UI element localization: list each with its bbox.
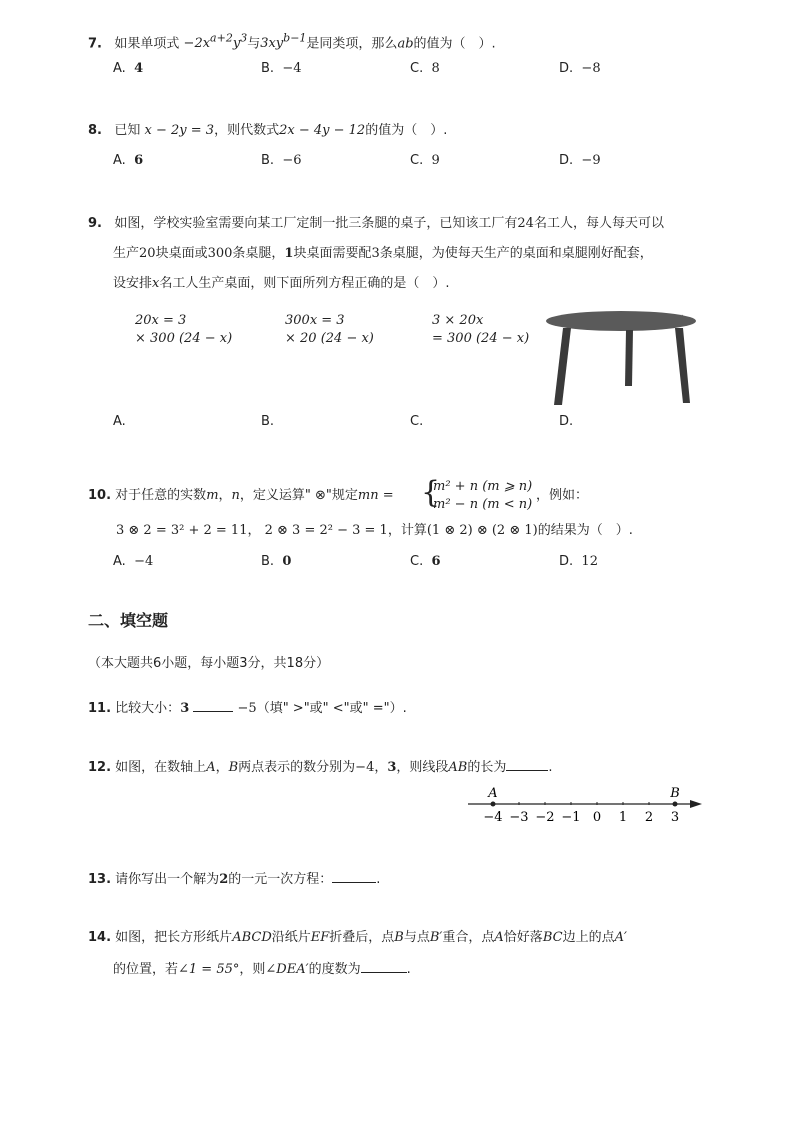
table-leg-left bbox=[554, 328, 571, 405]
q7-text-b: 与 bbox=[247, 36, 261, 52]
number-line-tick-label: −2 bbox=[535, 810, 555, 825]
q9-line-2: 生产20块桌面或300条桌腿，1块桌面需要配3条桌腿，为使每天生产的桌面和桌腿刚好配套， bbox=[113, 246, 653, 261]
q8-text-c: 的值为（ ）. bbox=[365, 123, 448, 138]
q9-option-b[interactable]: B. bbox=[261, 414, 275, 429]
q7-term1: $-2x^{a+2}y^3$ bbox=[183, 32, 248, 52]
q12-stem: 12. 如图，在数轴上A，B两点表示的数分别为−4，3，则线段AB的长为 . bbox=[88, 760, 553, 775]
q13-stem: 13. 请你写出一个解为2的一元一次方程： . bbox=[88, 872, 381, 887]
q7-text: 如果单项式 bbox=[114, 36, 180, 52]
q8-option-a[interactable]: A. 6 bbox=[113, 153, 144, 168]
q8-option-b[interactable]: B. −6 bbox=[261, 153, 302, 168]
q7-stem bbox=[88, 30, 496, 53]
q10-case-2: m² − n (m < n) bbox=[433, 497, 533, 512]
q9-option-a[interactable]: A. bbox=[113, 414, 126, 429]
q7-text-c: 是同类项，那么 bbox=[306, 36, 398, 52]
q7-option-b[interactable]: B. −4 bbox=[261, 61, 302, 76]
section-title: 二、填空题 bbox=[88, 611, 169, 630]
q10-number: 10. bbox=[88, 488, 112, 503]
q10-case-1: m² + n (m ⩾ n) bbox=[433, 479, 533, 494]
number-line-tick-label: −3 bbox=[509, 810, 529, 825]
q9-option-d[interactable]: D. bbox=[559, 414, 574, 429]
q11-stem: 11. 比较大小：3 −5（填" >"或" <"或" ="）. bbox=[88, 701, 407, 716]
q12-number: 12. bbox=[88, 760, 112, 775]
point-b-dot bbox=[673, 802, 678, 807]
q7-option-c[interactable]: C. 8 bbox=[410, 61, 440, 76]
section-note: （本大题共6小题，每小题3分，共18分） bbox=[88, 656, 330, 671]
q8-equation: x − 2y = 3 bbox=[144, 123, 215, 138]
q14-line-1: 14. 如图，把长方形纸片ABCD沿纸片EF折叠后，点B与点B′重合，点A恰好落BC边上的点A′ bbox=[88, 930, 627, 945]
number-line-tick-label: 3 bbox=[670, 810, 680, 825]
q10-line-2: 3 ⊗ 2 = 3² + 2 = 11， 2 ⊗ 3 = 2² − 3 = 1，计算(1 ⊗ 2) ⊗ (2 ⊗ 1)的结果为（ ）. bbox=[116, 523, 633, 538]
q7-number: 7. bbox=[88, 36, 102, 52]
number-line-tick-label: 1 bbox=[618, 810, 628, 825]
number-line-tick-label: 0 bbox=[592, 810, 602, 825]
q9-choice-c-eq: 3 × 20x = 300 (24 − x) bbox=[432, 313, 530, 346]
number-line-tick-label: −4 bbox=[483, 810, 503, 825]
q9-choice-a-eq: 20x = 3 × 300 (24 − x) bbox=[135, 313, 233, 346]
q13-answer-blank[interactable] bbox=[332, 870, 376, 883]
number-line-arrow bbox=[690, 800, 702, 808]
point-a-label: A bbox=[488, 786, 498, 801]
q8-text: 已知 bbox=[114, 123, 141, 138]
q13-number: 13. bbox=[88, 872, 112, 887]
point-a-dot bbox=[491, 802, 496, 807]
q10-option-a[interactable]: A. −4 bbox=[113, 554, 154, 569]
q10-option-c[interactable]: C. 6 bbox=[410, 554, 441, 569]
number-line bbox=[466, 783, 706, 828]
table-illustration bbox=[545, 306, 705, 412]
number-line-tick-label: 2 bbox=[644, 810, 654, 825]
q7-option-d[interactable]: D. −8 bbox=[559, 61, 601, 76]
q10-option-b[interactable]: B. 0 bbox=[261, 554, 292, 569]
q8-number: 8. bbox=[88, 123, 102, 138]
q8-expression: 2x − 4y − 12 bbox=[279, 123, 366, 138]
number-line-tick-label: −1 bbox=[561, 810, 581, 825]
q8-option-c[interactable]: C. 9 bbox=[410, 153, 440, 168]
table-leg-middle bbox=[625, 330, 633, 386]
q9-line-1: 9. 如图，学校实验室需要向某工厂定制一批三条腿的桌子，已知该工厂有24名工人，每人每天可以 bbox=[88, 216, 664, 231]
q8-stem bbox=[88, 122, 447, 140]
q11-answer-blank[interactable] bbox=[193, 699, 233, 712]
table-leg-right bbox=[675, 328, 690, 403]
q9-choice-b-eq: 300x = 3 × 20 (24 − x) bbox=[285, 313, 374, 346]
q7-text-d: 的值为（ ）. bbox=[413, 36, 496, 52]
q10-brace: { bbox=[421, 475, 441, 510]
q14-line-2: 的位置，若∠1 = 55°，则∠DEA′的度数为 . bbox=[113, 962, 411, 977]
q10-line-1: 10. 对于任意的实数m，n，定义运算" ⊗"规定mn = bbox=[88, 488, 394, 503]
q9-option-c[interactable]: C. bbox=[410, 414, 424, 429]
q14-number: 14. bbox=[88, 930, 112, 945]
q8-option-d[interactable]: D. −9 bbox=[559, 153, 601, 168]
q9-number: 9. bbox=[88, 216, 102, 231]
q8-text-b: ，则代数式 bbox=[214, 123, 280, 138]
q10-option-d[interactable]: D. 12 bbox=[559, 554, 598, 569]
q7-option-a[interactable]: A. 4 bbox=[113, 61, 144, 76]
q10-text-c: ，例如： bbox=[536, 488, 589, 503]
point-b-label: B bbox=[670, 786, 680, 801]
q7-term2: $3xy^{b-1}$ bbox=[260, 32, 307, 52]
q14-answer-blank[interactable] bbox=[361, 960, 407, 973]
q11-number: 11. bbox=[88, 701, 112, 716]
q7-ab: ab bbox=[397, 36, 414, 52]
q12-answer-blank[interactable] bbox=[506, 758, 548, 771]
q9-line-3: 设安排x名工人生产桌面，则下面所列方程正确的是（ ）. bbox=[113, 276, 450, 291]
